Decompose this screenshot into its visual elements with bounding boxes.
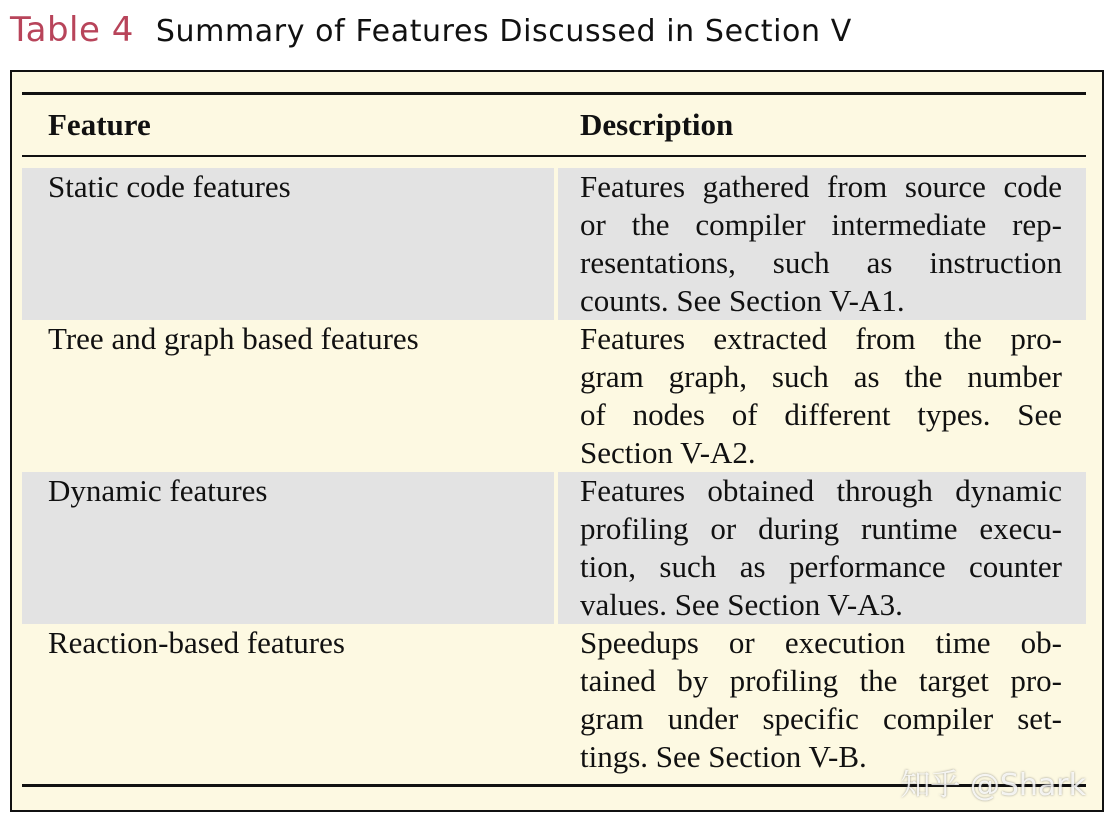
description-line: counts. See Section V-A1. (580, 283, 905, 318)
description-line: of nodes of different types. See (580, 397, 1062, 432)
description-cell (580, 472, 1062, 624)
header-description: Description (580, 107, 734, 142)
description-line: profiling or during runtime execu- (580, 511, 1062, 546)
description-cell (580, 624, 1062, 776)
table-number: Table 4 (10, 10, 134, 50)
table-header-row (22, 95, 1086, 155)
table-caption (10, 10, 852, 54)
description-line: resentations, such as instruction (580, 245, 1062, 280)
feature-cell: Static code features (48, 169, 291, 204)
watermark: 知乎 @Shark (900, 768, 1086, 803)
table-row (22, 472, 1086, 624)
feature-cell: Dynamic features (48, 473, 268, 508)
feature-cell: Tree and graph based features (48, 321, 419, 356)
description-line: tion, such as performance counter (580, 549, 1062, 584)
feature-cell: Reaction-based features (48, 625, 345, 660)
description-line: or the compiler intermediate rep- (580, 207, 1062, 242)
description-line: Speedups or execution time ob- (580, 625, 1062, 660)
description-line: Features gathered from source code (580, 169, 1062, 204)
table-row (22, 168, 1086, 320)
description-line: tings. See Section V-B. (580, 739, 867, 774)
description-line: gram graph, such as the number (580, 359, 1062, 394)
description-line: Features obtained through dynamic (580, 473, 1062, 508)
description-line: Section V-A2. (580, 435, 756, 470)
header-feature: Feature (48, 107, 151, 142)
table-body (22, 168, 1086, 776)
description-line: tained by profiling the target pro- (580, 663, 1062, 698)
description-line: values. See Section V-A3. (580, 587, 903, 622)
description-line: Features extracted from the pro- (580, 321, 1062, 356)
table-row (22, 624, 1086, 776)
table-row (22, 320, 1086, 472)
header-rule (22, 155, 1086, 157)
description-cell (580, 320, 1062, 472)
description-line: gram under specific compiler set- (580, 701, 1062, 736)
description-cell (580, 168, 1062, 320)
table-title: Summary of Features Discussed in Section V (155, 14, 852, 49)
